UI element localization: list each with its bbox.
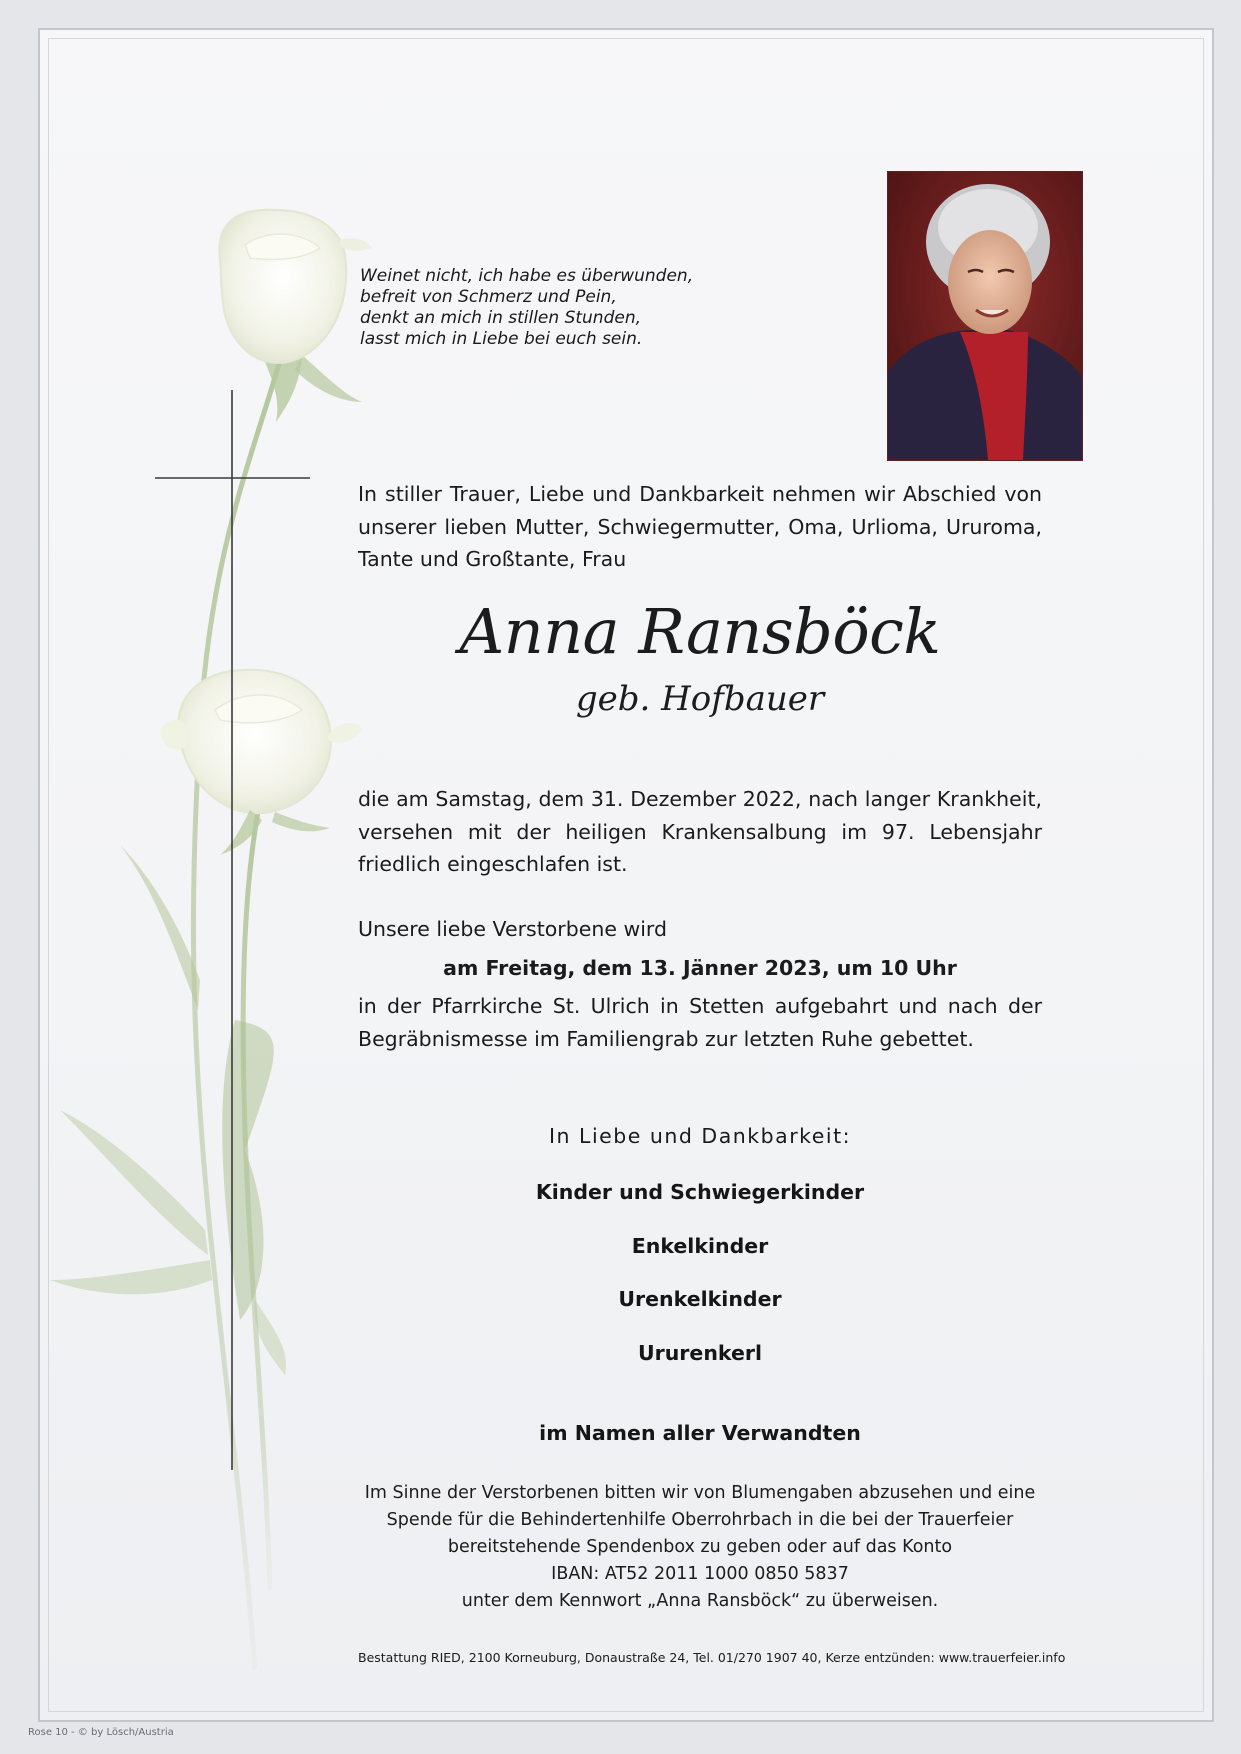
white-rose-decoration xyxy=(40,30,400,1720)
deceased-name: Anna Ransböck xyxy=(459,595,941,668)
verse-line: Weinet nicht, ich habe es überwunden, xyxy=(360,266,694,286)
donation-request xyxy=(358,1480,1042,1615)
death-notice: die am Samstag, dem 31. Dezember 2022, nach langer Krankheit, versehen mit der heiligen Krankensalbung im 97. Lebensjahr friedlich eingeschlafen ist. xyxy=(358,787,1042,876)
verse-line: denkt an mich in stillen Stunden, xyxy=(360,308,642,328)
image-credit: Rose 10 - © by Lösch/Austria xyxy=(28,1727,174,1738)
poem-verse xyxy=(360,266,780,350)
verse-line: lasst mich in Liebe bei euch sein. xyxy=(360,329,643,349)
funeral-details: in der Pfarrkirche St. Ulrich in Stetten aufgebahrt und nach der Begräbnismesse im Familiengrab zur letzten Ruhe gebettet. xyxy=(358,994,1042,1051)
donation-line: Spende für die Behindertenhilfe Oberrohrbach in die bei der Trauerfeier xyxy=(386,1510,1014,1530)
iban-line: IBAN: AT52 2011 1000 0850 5837 xyxy=(551,1564,849,1584)
mourners-closing: im Namen aller Verwandten xyxy=(539,1421,861,1445)
funeral-date: am Freitag, dem 13. Jänner 2023, um 10 Uhr xyxy=(443,956,957,980)
donation-line: bereitstehende Spendenbox zu geben oder auf das Konto xyxy=(447,1537,953,1557)
donation-line: Im Sinne der Verstorbenen bitten wir von Blumengaben abzusehen und eine xyxy=(364,1483,1036,1503)
maiden-name: geb. Hofbauer xyxy=(575,679,825,719)
intro-paragraph: In stiller Trauer, Liebe und Dankbarkeit nehmen wir Abschied von unserer lieben Mutter, Schwiegermutter, Oma, Urlioma, Ururoma, Tante und Großtante, Frau xyxy=(358,482,1042,571)
mourners-heading: In Liebe und Dankbarkeit: xyxy=(548,1124,852,1148)
mourner-group: Urenkelkinder xyxy=(618,1287,782,1311)
donation-line: unter dem Kennwort „Anna Ransböck“ zu überweisen. xyxy=(461,1591,939,1611)
funeral-home-footer: Bestattung RIED, 2100 Korneuburg, Donaustraße 24, Tel. 01/270 1907 40, Kerze entzünden: www.trauerfeier.info xyxy=(358,1650,1066,1665)
mourner-group: Enkelkinder xyxy=(631,1234,769,1258)
portrait-photo xyxy=(888,172,1082,460)
funeral-lead: Unsere liebe Verstorbene wird xyxy=(358,917,667,941)
mourner-group: Kinder und Schwiegerkinder xyxy=(535,1180,865,1204)
mourner-group: Ururenkerl xyxy=(637,1341,763,1365)
verse-line: befreit von Schmerz und Pein, xyxy=(360,287,617,307)
